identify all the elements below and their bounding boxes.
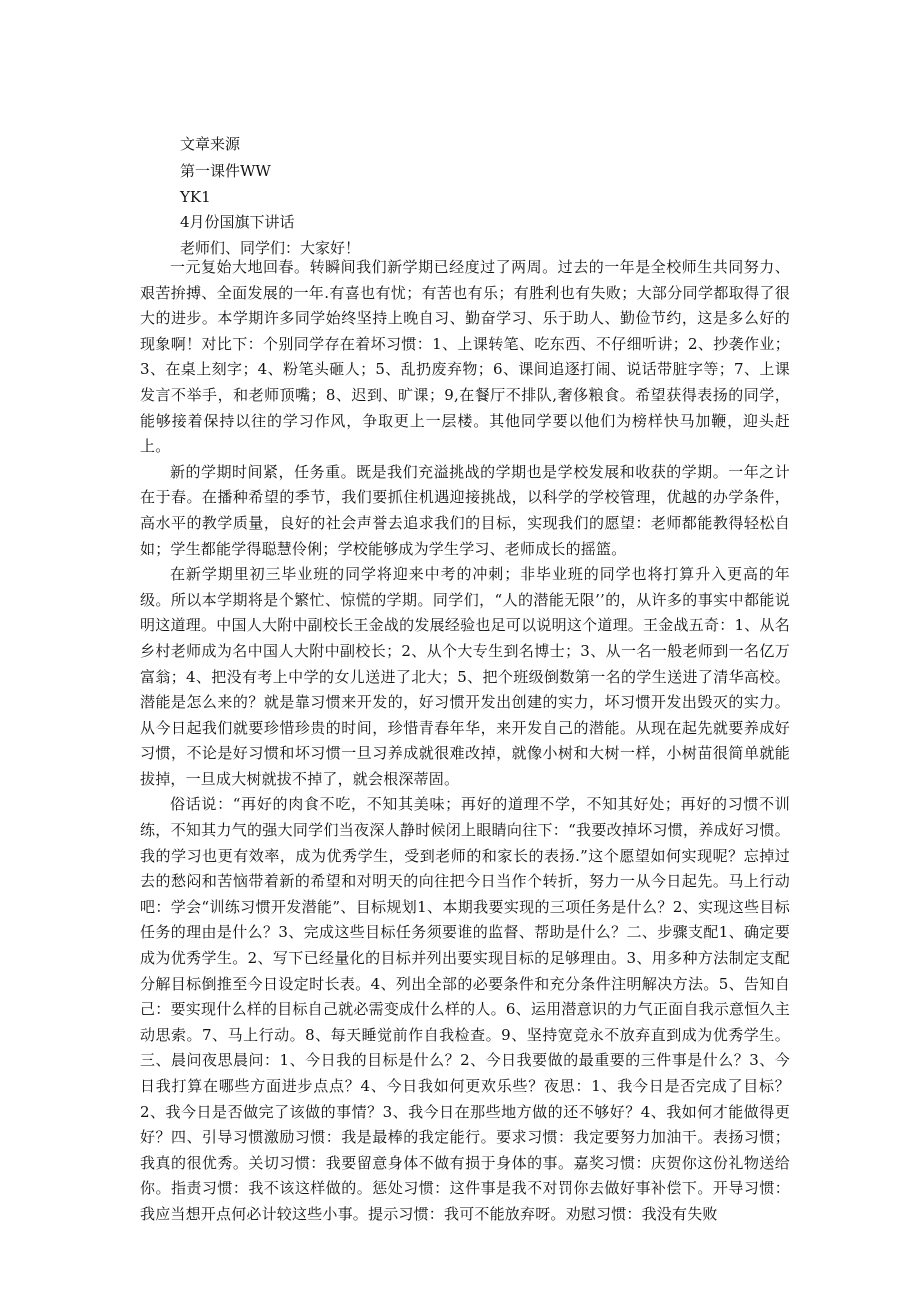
document-title: 4月份国旗下讲话 [180,213,295,231]
source-name: 第一课件WW [180,162,271,180]
greeting: 老师们、同学们：大家好！ [180,239,361,257]
speech-body [140,255,790,1228]
paragraph-3: 在新学期里初三毕业班的同学将迎来中考的冲刺；非毕业班的同学也将打算升入更高的年级。所以本学期将是个繁忙、惊慌的学期。同学们，“人的潜能无限’’的，从许多的事实中都能说明这道理。中国人大附中副校长王金战的发展经验也足可以说明这个道理。王金战五奇：1、从名乡村老师成为名中国人大附中副校长；2、从个大专生到名博士；3、从一名一般老师到一名亿万富翁；4、把没有考上中学的女儿送进了北大；5、把个班级倒数第一名的学生送进了清华高校。潜能是怎么来的？就是靠习惯来开发的，好习惯开发出创建的实力，坏习惯开发出毁灭的实力。从今日起我们就要珍惜珍贵的时间，珍惜青春年华，来开发自己的潜能。从现在起先就要养成好习惯，不论是好习惯和坏习惯一旦习养成就很难改掉，就像小树和大树一样，小树苗很简单就能拔掉，一旦成大树就拔不掉了，就会根深蒂固。 [140,565,790,788]
source-label: 文章来源 [180,135,241,153]
paragraph-2: 新的学期时间紧，任务重。既是我们充溢挑战的学期也是学校发展和收获的学期。一年之计在于春。在播种希望的季节，我们要抓住机遇迎接挑战，以科学的学校管理，优越的办学条件，高水平的教学质量，良好的社会声誉去追求我们的目标，实现我们的愿望：老师都能教得轻松自如；学生都能学得聪慧伶俐；学校能够成为学生学习、老师成长的摇篮。 [140,462,790,558]
paragraph-4: 俗话说：“再好的肉食不吃，不知其美味；再好的道理不学，不知其好处；再好的习惯不训练，不知其力气的强大同学们当夜深人静时候闭上眼睛向往下：“我要改掉坏习惯，养成好习惯。我的学习也更有效率，成为优秀学生，受到老师的和家长的表扬.”这个愿望如何实现呢？忘掉过去的愁闷和苦恼带着新的希望和对明天的向往把今日当作个转折，努力一从今日起先。马上行动吧：学会“训练习惯开发潜能”、目标规划1、本期我要实现的三项任务是什么？2、实现这些目标任务的理由是什么？3、完成这些目标任务须要谁的监督、帮助是什么？二、步骤支配1、确定要成为优秀学生。2、写下已经量化的目标并列出要实现目标的足够理由。3、用多种方法制定支配分解目标倒推至今日设定时长表。4、列出全部的必要条件和充分条件注明解决方法。5、告知自己：要实现什么样的目标自己就必需变成什么样的人。6、运用潜意识的力气正面自我示意恒久主动思索。7、马上行动。8、每天睡觉前作自我检查。9、坚持宽竞永不放弃直到成为优秀学生。三、晨问夜思晨问：1、今日我的目标是什么？2、今日我要做的最重要的三件事是什么？3、今日我打算在哪些方面进步点点？4、今日我如何更欢乐些？夜思：1、我今日是否完成了目标？2、我今日是否做完了该做的事情？3、我今日在那些地方做的还不够好？4、我如何才能做得更好？四、引导习惯激励习惯：我是最棒的我定能行。要求习惯：我定要努力加油干。表扬习惯；我真的很优秀。关切习惯：我要留意身体不做有损于身体的事。嘉奖习惯：庆贺你这份礼物送给你。指责习惯：我不该这样做的。惩处习惯：这件事是我不对罚你去做好事补偿下。开导习惯：我应当想开点何必计较这些小事。提示习惯：我可不能放弃呀。劝慰习惯：我没有失败 [140,795,790,1223]
paragraph-1: 一元复始大地回春。转瞬间我们新学期已经度过了两周。过去的一年是全校师生共同努力、艰苦拚搏、全面发展的一年.有喜也有忧；有苦也有乐；有胜利也有失败；大部分同学都取得了很大的进步。本学期许多同学始终坚持上晚自习、勤奋学习、乐于助人、勤俭节约，这是多么好的现象啊！对比下：个别同学存在着坏习惯：1、上课转笔、吃东西、不仔细听讲；2、抄袭作业；3、在桌上刻字；4、粉笔头砸人；5、乱扔废弃物；6、课间追逐打闹、说话带脏字等；7、上课发言不举手，和老师顶嘴；8、迟到、旷课；9,在餐厅不排队,奢侈粮食。希望获得表扬的同学，能够接着保持以往的学习作风，争取更上一层楼。其他同学要以他们为榜样快马加鞭，迎头赶上。 [140,258,790,456]
source-code: YK1 [180,188,211,206]
